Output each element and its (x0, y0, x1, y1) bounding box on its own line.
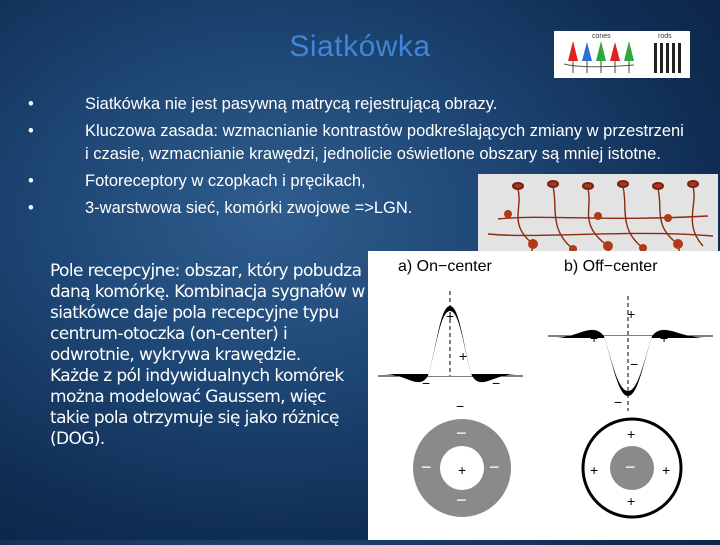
slide-title: Siatkówka (289, 30, 431, 63)
off-center-disc (583, 419, 681, 517)
plus-sign: + (590, 462, 599, 478)
dog-paragraph: Każde z pól indywidualnych komórek można modelować Gaussem, więc takie pola otrzymuje się jako różnicę (DOG). (50, 366, 344, 449)
bullet-dot: • (28, 95, 34, 113)
bullet-dot: • (28, 199, 34, 217)
off-center-profile (548, 296, 713, 411)
on-center-disc (413, 419, 511, 517)
on-center-label: a) On−center (398, 258, 492, 275)
plus-sign: + (660, 330, 669, 346)
plus-sign: + (627, 426, 636, 442)
rod-cells (654, 43, 681, 73)
plus-sign: + (459, 348, 468, 364)
bullet-item (28, 120, 718, 166)
minus-sign: − (422, 375, 431, 391)
bullet-text: Fotoreceptory w czopkach i pręcikach, (85, 172, 366, 190)
bullet-text: Siatkówka nie jest pasywną matrycą rejestrującą obrazy. (85, 95, 498, 113)
minus-sign: − (456, 398, 465, 414)
plus-sign: + (627, 306, 636, 322)
on-center-profile (378, 291, 523, 414)
receptive-field-text (50, 261, 365, 450)
bullet-dot: • (28, 172, 34, 190)
receptive-fields-figure (368, 251, 720, 540)
receptive-field-paragraph: Pole recepcyjne: obszar, który pobudza daną komórkę. Kombinacja sygnałów w siatkówce daje pola recepcyjne typu centrum-otoczka (on-center) i odwrotnie, wykrywa krawędzie. (50, 261, 365, 365)
bullet-text: Kluczowa zasada: wzmacnianie kontrastów podkreślających zmiany w przestrzeni i czasie, wzmacnianie krawędzi, jednolicie oświetlone obszary są mniej istotne. (85, 122, 684, 163)
minus-sign: − (614, 394, 623, 410)
plus-sign: + (662, 462, 671, 478)
plus-sign: + (590, 330, 599, 346)
minus-sign: − (630, 356, 639, 372)
off-center-label: b) Off−center (564, 258, 658, 275)
cone-cells (564, 41, 634, 73)
bullet-dot: • (28, 122, 34, 140)
bullet-text: 3-warstwowa sieć, komórki zwojowe =>LGN. (85, 199, 413, 217)
minus-sign: − (492, 375, 501, 391)
minus-sign: − (456, 490, 467, 510)
bullet-item (28, 93, 718, 116)
plus-sign: + (627, 493, 636, 509)
minus-sign: − (625, 457, 636, 477)
cones-label: cones (592, 33, 611, 40)
minus-sign: − (489, 457, 500, 477)
plus-sign: + (458, 462, 467, 478)
minus-sign: − (421, 457, 432, 477)
minus-sign: − (456, 423, 467, 443)
photoreceptor-image (554, 31, 690, 78)
plus-sign: + (446, 308, 455, 324)
rods-label: rods (658, 33, 672, 40)
